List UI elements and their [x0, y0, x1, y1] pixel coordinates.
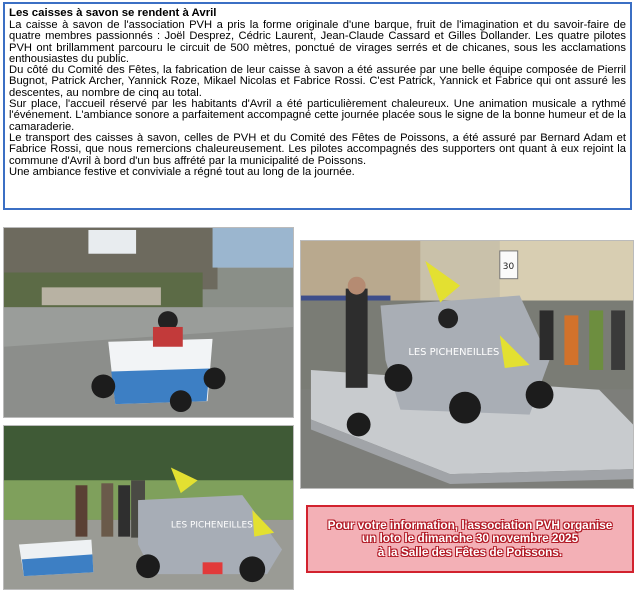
photo-group-with-karts-drawing [4, 426, 293, 589]
article-box [3, 2, 632, 210]
photo-kart-on-trailer-drawing [301, 241, 633, 488]
photo-boat-soapbox [3, 227, 294, 418]
article-paragraph-1: La caisse à savon de l'association PVH a pris la forme originale d'une barque, fruit de l'imagination et du savoir-faire de quatre membres passionnés : Joël Desprez, Cédric Laurent, Jean-Claude Cassard et Gilles Dollander. Les quatre pilotes PVH ont brillamment parcouru le circuit de 500 mètres, ponctué de virages serrés et de chicanes, sous les acclamations enthousiastes du public. [9, 19, 626, 65]
article-paragraph-2: Du côté du Comité des Fêtes, la fabrication de leur caisse à savon a été assurée par une belle équipe composée de Pierril Bugnot, Patrick Archer, Yannick Roze, Mikael Nicolas et Fabrice Rossi. C'est Patrick, Yannick et Fabrice qui ont assuré les descentes, au nombre de cinq au total. [9, 64, 626, 99]
announcement-line-3: à la Salle des Fêtes de Poissons. [377, 544, 563, 559]
kart-label-trailer: LES PICHENEILLES [408, 347, 500, 359]
photo-kart-on-trailer [300, 240, 634, 489]
photo-boat-soapbox-drawing [4, 228, 293, 417]
article-paragraph-4: Le transport des caisses à savon, celles de PVH et du Comité des Fêtes de Poissons, a été assuré par Bernard Adam et Fabrice Rossi, que nous remercions chaleureusement. Les pilotes accompagnés des supporters ont quant à eux rejoint la commune d'Avril à bord d'un bus affrété par la municipalité de Poissons. [9, 131, 626, 167]
announcement-line-1: Pour votre information, l'association PVH organise [327, 518, 613, 533]
announcement-text [322, 519, 619, 559]
article-title: Les caisses à savon se rendent à Avril [9, 7, 217, 19]
article-paragraph-3: Sur place, l'accueil réservé par les habitants d'Avril a été particulièrement chaleureux. Une animation musicale a rythmé l'événement. L'ambiance sonore a parfaitement accompagné cette journée placée sous le signe de la bonne humeur et de la camaraderie. [9, 98, 626, 133]
kart-label-small: LES PICHENEILLES [170, 520, 253, 531]
speed-sign-text: 30 [502, 261, 515, 272]
article-paragraph-5: Une ambiance festive et conviviale a régné tout au long de la journée. [9, 165, 355, 178]
announcement-line-2: un loto le dimanche 30 novembre 2025 [361, 531, 579, 546]
photo-group-with-karts [3, 425, 294, 590]
announcement-box [306, 505, 634, 573]
